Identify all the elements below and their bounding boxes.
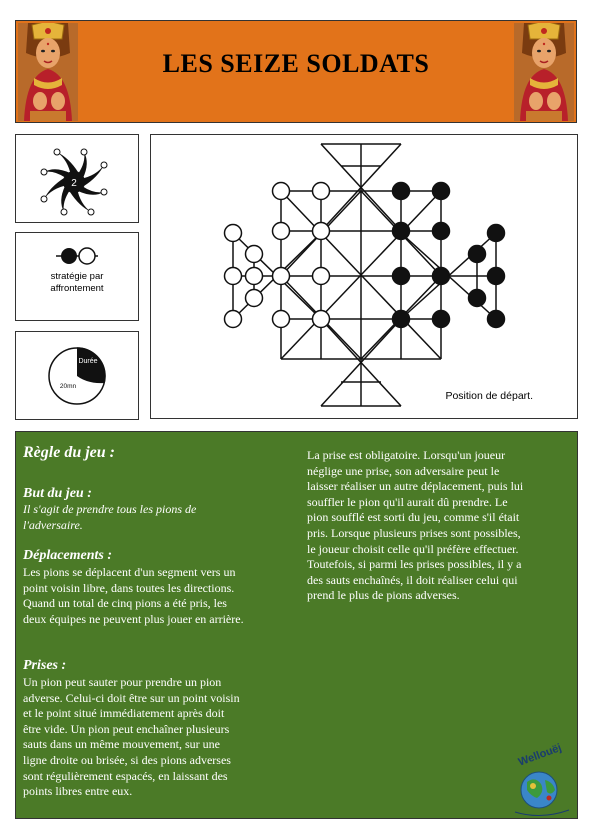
rules-title: Règle du jeu : — [23, 444, 115, 461]
rules-panel — [15, 431, 578, 819]
white-pawn — [313, 268, 330, 285]
duration-value: 20mn — [59, 383, 77, 390]
white-pawn — [313, 311, 330, 328]
rules-right-line: prend le plus de pions adverses. — [307, 588, 460, 603]
white-pawn — [246, 246, 263, 263]
black-white-pawns-icon — [16, 233, 138, 269]
rules-right-line: La prise est obligatoire. Lorsqu'un joueur — [307, 448, 506, 462]
players-count: 2 — [71, 178, 77, 189]
white-pawn — [273, 223, 290, 240]
black-pawn — [469, 290, 486, 307]
rules-right-line: laisser réaliser un autre déplacement, puis lui — [307, 479, 524, 494]
black-pawn — [433, 311, 450, 328]
captures-line: ligne droite ou brisée, si des pions adverses — [23, 752, 231, 767]
game-board — [151, 135, 577, 418]
moves-line: point voisin libre, dans toutes les directions. — [23, 580, 235, 595]
black-pawn — [433, 183, 450, 200]
rules-right-column — [307, 448, 569, 604]
rules-right-line: des sauts enchaînés, il doit réaliser celui qui — [307, 572, 518, 587]
duration-title: Durée — [78, 358, 98, 365]
captures-line: et le point situé immédiatement après doit — [23, 706, 225, 721]
black-pawn — [433, 268, 450, 285]
black-pawn — [469, 246, 486, 263]
black-pawn — [488, 268, 505, 285]
white-pawn — [225, 311, 242, 328]
moves-line: deux équipes ne peuvent plus jouer en arrière. — [23, 611, 244, 626]
goal-heading: But du jeu : — [23, 486, 92, 501]
game-type-label — [16, 271, 138, 295]
board-pieces — [225, 183, 505, 328]
moves-heading: Déplacements : — [23, 548, 113, 563]
captures-line: sauts dans un même mouvement, sur une — [23, 737, 220, 752]
goal-line: l'adversaire. — [23, 517, 83, 532]
rules-right-line: le joueur choisit celle qu'il préfère effectuer. — [307, 541, 519, 556]
players-pinwheel-icon — [16, 135, 138, 222]
wellouej-logo — [505, 740, 577, 818]
board-box — [150, 134, 578, 419]
captures-line: adverse. Celui-ci doit être sur un point voisin — [23, 690, 240, 705]
captures-heading: Prises : — [23, 658, 67, 673]
logo-text: Wellouëj — [516, 741, 564, 769]
black-pawn — [393, 311, 410, 328]
black-pawn — [488, 311, 505, 328]
moves-line: Quand un total de cinq pions a été pris, les — [23, 596, 227, 611]
white-pawn — [313, 183, 330, 200]
white-pawn — [246, 268, 263, 285]
white-pawn — [273, 311, 290, 328]
goal-text — [23, 502, 298, 533]
black-pawn — [393, 223, 410, 240]
white-pawn — [225, 268, 242, 285]
header-banner — [15, 20, 577, 123]
moves-line: Les pions se déplacent d'un segment vers un — [23, 565, 236, 579]
goddess-portrait-right — [514, 23, 574, 121]
rules-right-line: néglige une prise, son adversaire peut le — [307, 463, 500, 478]
game-type-line2: affrontement — [50, 283, 104, 294]
game-type-box — [15, 232, 139, 321]
duration-box — [15, 331, 139, 420]
moves-text — [23, 565, 303, 627]
duration-clock-icon — [16, 332, 138, 419]
white-pawn — [273, 183, 290, 200]
captures-line: sont régulièrement espacés, en laissant des — [23, 768, 228, 783]
players-box — [15, 134, 139, 223]
rules-right-line: Toutefois, si parmi les prises possibles, il y a — [307, 557, 522, 572]
captures-line: points libres entre eux. — [23, 784, 133, 799]
goal-line: Il s'agit de prendre tous les pions de — [23, 502, 197, 516]
white-pawn — [273, 268, 290, 285]
captures-line: être vide. Un pion peut enchaîner plusieurs — [23, 721, 230, 736]
black-pawn — [393, 183, 410, 200]
black-pawn — [433, 223, 450, 240]
page-title: LES SEIZE SOLDATS — [162, 49, 430, 78]
captures-text — [23, 675, 303, 800]
rules-right-line: pris. Lorsque plusieurs prises sont possibles, — [307, 525, 521, 540]
game-type-line1: stratégie par — [50, 271, 104, 282]
captures-line: Un pion peut sauter pour prendre un pion — [23, 675, 222, 689]
black-pawn — [488, 225, 505, 242]
white-pawn — [246, 290, 263, 307]
white-pawn — [225, 225, 242, 242]
rules-right-line: pion soufflé est sorti du jeu, comme s'il était — [307, 510, 520, 525]
board-caption: Position de départ. — [445, 390, 533, 402]
white-pawn — [313, 223, 330, 240]
rules-right-line: souffler le pion qu'il aurait dû prendre. Le — [307, 494, 508, 509]
black-pawn — [393, 268, 410, 285]
